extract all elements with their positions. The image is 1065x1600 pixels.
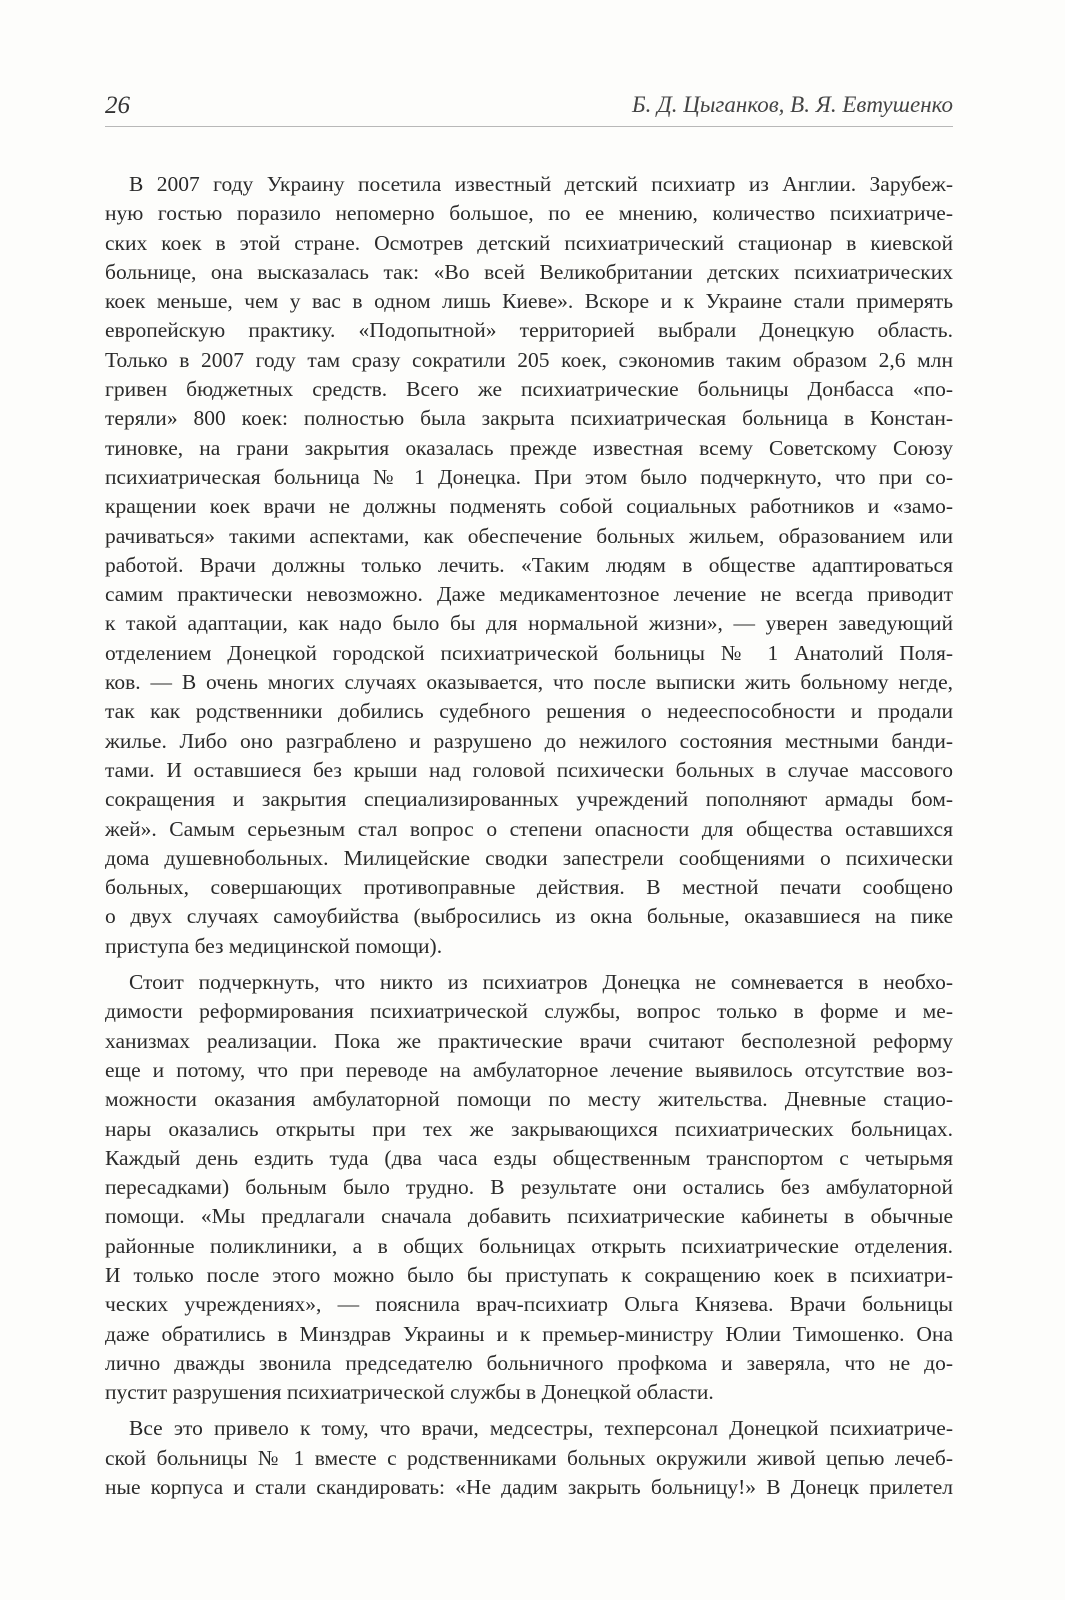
text-line: тами. И оставшиеся без крыши над головой психически больных в случае массового <box>105 757 953 782</box>
text-line: ную гостью поразило непомерно большое, по ее мнению, количество психиатриче- <box>105 201 953 226</box>
text-line: больнице, она высказалась так: «Во всей Великобритании детских психиатрических <box>105 259 953 284</box>
text-line: психиатрическая больница № 1 Донецка. При этом было подчеркнуто, что при со- <box>105 464 953 489</box>
running-head-authors: Б. Д. Цыганков, В. Я. Евтушенко <box>632 92 953 117</box>
text-line: пустит разрушения психиатрической службы в Донецкой области. <box>105 1380 714 1405</box>
text-line: лично дважды звонила председателю больничного профкома и заверяла, что не до- <box>105 1350 953 1375</box>
text-line: отделением Донецкой городской психиатрической больницы № 1 Анатолий Поля- <box>105 640 953 665</box>
text-line: ческих учреждениях», — пояснила врач-психиатр Ольга Князева. Врачи больницы <box>105 1292 953 1317</box>
paragraph <box>105 1414 953 1502</box>
text-line: ских коек в этой стране. Осмотрев детский психиатрический стационар в киевской <box>105 230 953 255</box>
paragraph <box>105 170 953 961</box>
body-text <box>105 170 953 1509</box>
text-line: ков. — В очень многих случаях оказывается, что после выписки жить больному негде, <box>105 670 953 695</box>
text-line: И только после этого можно было бы приступать к сокращению коек в психиатри- <box>105 1262 953 1287</box>
text-line: ные корпуса и стали скандировать: «Не дадим закрыть больницу!» В Донецк прилетел <box>105 1475 953 1500</box>
text-line: самим практически невозможно. Даже медикаментозное лечение не всегда приводит <box>105 582 953 607</box>
text-line: к такой адаптации, как надо было бы для нормальной жизни», — уверен заведующий <box>105 611 953 636</box>
text-line: жей». Самым серьезным стал вопрос о степени опасности для общества оставшихся <box>105 816 953 841</box>
text-line: можности оказания амбулаторной помощи по месту жительства. Дневные стацио- <box>105 1087 953 1112</box>
text-line: ханизмах реализации. Пока же практические врачи считают бесполезной реформу <box>105 1028 953 1053</box>
text-line: ской больницы № 1 вместе с родственниками больных окружили живой цепью лечеб- <box>105 1445 953 1470</box>
text-line: пересадками) больным было трудно. В результате они остались без амбулаторной <box>105 1175 953 1200</box>
text-line: сокращения и закрытия специализированных учреждений пополняют армады бом- <box>105 787 953 812</box>
text-line: помощи. «Мы предлагали сначала добавить психиатрические кабинеты в обычные <box>105 1204 953 1229</box>
text-line: коек меньше, чем у вас в одном лишь Киеве». Вскоре и к Украине стали примерять <box>105 289 953 314</box>
text-line: нары оказались открыты при тех же закрывающихся психиатрических больницах. <box>105 1116 953 1141</box>
paragraph <box>105 968 953 1407</box>
text-line: работой. Врачи должны только лечить. «Таким людям в обществе адаптироваться <box>105 552 953 577</box>
text-line: приступа без медицинской помощи). <box>105 933 443 958</box>
text-line: Все это привело к тому, что врачи, медсестры, техперсонал Донецкой психиатриче- <box>129 1416 953 1441</box>
text-line: европейскую практику. «Подопытной» территорией выбрали Донецкую область. <box>105 318 953 343</box>
text-line: В 2007 году Украину посетила известный детский психиатр из Англии. Зарубеж- <box>129 172 953 196</box>
text-line: о двух случаях самоубийства (выбросились из окна больные, оказавшиеся на пике <box>105 904 953 929</box>
text-line: так как родственники добились судебного решения о недееспособности и продали <box>105 699 953 724</box>
text-line: кращении коек врачи не должны подменять собой социальных работников и «замо- <box>105 494 953 519</box>
text-line: Только в 2007 году там сразу сократили 205 коек, сэкономив таким образом 2,6 млн <box>105 347 953 372</box>
text-line: дома душевнобольных. Милицейские сводки запестрели сообщениями о психически <box>105 845 953 870</box>
text-line: гривен бюджетных средств. Всего же психиатрические больницы Донбасса «по- <box>105 377 953 402</box>
page-header <box>105 86 953 127</box>
text-line: больных, совершающих противоправные действия. В местной печати сообщено <box>105 875 953 900</box>
text-line: тиновке, на грани закрытия оказалась прежде известная всему Советскому Союзу <box>105 435 953 460</box>
text-line: жилье. Либо оно разграблено и разрушено до нежилого состояния местными банди- <box>105 728 953 753</box>
text-line: Каждый день ездить туда (два часа езды общественным транспортом с четырьмя <box>105 1145 953 1170</box>
text-line: районные поликлиники, а в общих больницах открыть психиатрические отделения. <box>105 1233 953 1258</box>
text-line: теряли» 800 коек: полностью была закрыта психиатрическая больница в Констан- <box>105 406 953 431</box>
text-line: рачиваться» такими аспектами, как обеспечение больных жильем, образованием или <box>105 523 953 548</box>
page-number: 26 <box>105 92 130 119</box>
text-line: димости реформирования психиатрической службы, вопрос только в форме и ме- <box>105 999 953 1024</box>
text-line: еще и потому, что при переводе на амбулаторное лечение выявилось отсутствие воз- <box>105 1057 953 1082</box>
text-line: Стоит подчеркнуть, что никто из психиатров Донецка не сомневается в необхо- <box>129 970 953 995</box>
text-line: даже обратились в Минздрав Украины и к премьер-министру Юлии Тимошенко. Она <box>105 1321 953 1346</box>
